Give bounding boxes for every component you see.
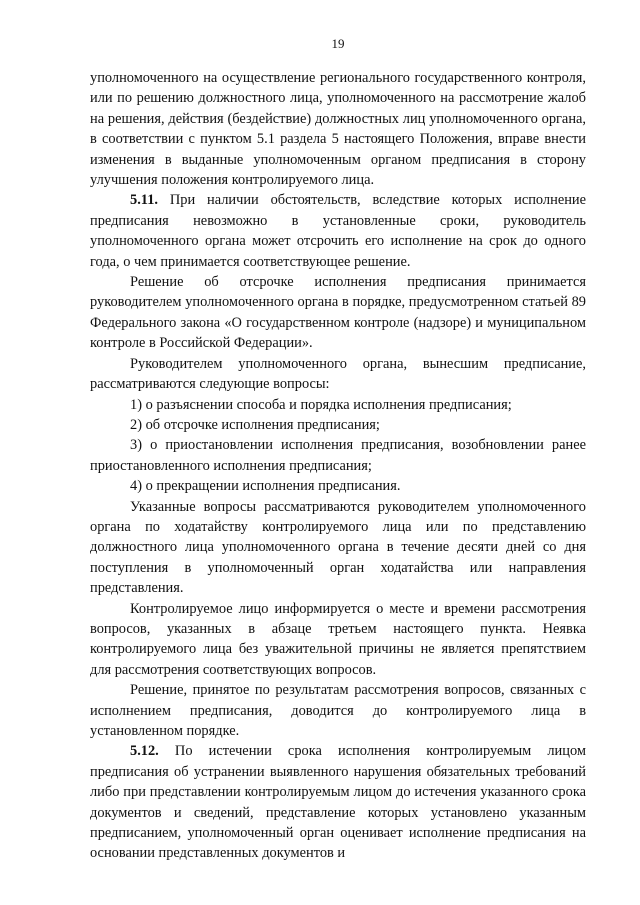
clause-number: 5.12.	[130, 743, 159, 760]
paragraph	[90, 435, 586, 476]
paragraph-text: Контролируемое лицо информируется о месте и времени рассмотрения вопросов, указанных в абзаце третьем настоящего пункта. Неявка контролируемого лица без уважительной причины не является препятствием для рассмотрения соответствующих вопросов.	[90, 600, 586, 678]
page-number: 19	[331, 36, 345, 51]
paragraph-text: уполномоченного на осуществление регионального государственного контроля, или по решению должностного лица, уполномоченного на рассмотрение жалоб на решения, действия (бездействие) должностных лиц уполномоченного органа, в соответствии с пунктом 5.1 раздела 5 настоящего Положения, вправе внести изменения в выданные уполномоченным органом предписания в сторону улучшения положения контролируемого лица.	[90, 70, 586, 189]
document-body	[90, 68, 586, 864]
paragraph	[90, 68, 586, 190]
paragraph	[90, 354, 586, 395]
paragraph-text: 1) о разъяснении способа и порядка исполнения предписания;	[130, 396, 512, 413]
paragraph-text: По истечении срока исполнения контролируемым лицом предписания об устранении выявленного нарушения обязательных требований либо при представлении контролируемым лицом до истечения указанного срока документов и сведений, представление которых установлено указанным предписанием, уполномоченный орган оценивает исполнение предписания на основании представленных документов и	[90, 743, 586, 862]
paragraph	[90, 190, 586, 272]
paragraph-text: Решение об отсрочке исполнения предписания принимается руководителем уполномоченного органа в порядке, предусмотренном статьей 89 Федерального закона «О государственном контроле (надзоре) и муниципальном контроле в Российской Федерации».	[90, 274, 586, 352]
paragraph-text: Решение, принятое по результатам рассмотрения вопросов, связанных с исполнением предписания, доводится до контролируемого лица в установленном порядке.	[90, 682, 586, 739]
paragraph-text: 2) об отсрочке исполнения предписания;	[130, 416, 380, 433]
paragraph	[90, 497, 586, 599]
paragraph	[90, 272, 586, 354]
paragraph-text: 3) о приостановлении исполнения предписания, возобновлении ранее приостановленного исполнения предписания;	[90, 437, 586, 474]
paragraph	[90, 476, 586, 496]
paragraph-text: Указанные вопросы рассматриваются руководителем уполномоченного органа по ходатайству контролируемого лица или по представлению должностного лица уполномоченного органа в течение десяти дней со дня поступления в уполномоченный орган ходатайства или направления представления.	[90, 498, 586, 597]
paragraph	[90, 680, 586, 741]
paragraph-text: 4) о прекращении исполнения предписания.	[130, 478, 401, 495]
clause-number: 5.11.	[130, 192, 158, 209]
paragraph-text: При наличии обстоятельств, вследствие которых исполнение предписания невозможно в установленные сроки, руководитель уполномоченного органа может отсрочить его исполнение на срок до одного года, о чем принимается соответствующее решение.	[90, 192, 586, 270]
paragraph	[90, 741, 586, 863]
paragraph-text: Руководителем уполномоченного органа, вынесшим предписание, рассматриваются следующие вопросы:	[90, 355, 586, 393]
paragraph	[90, 599, 586, 681]
paragraph	[90, 395, 586, 415]
paragraph	[90, 415, 586, 435]
